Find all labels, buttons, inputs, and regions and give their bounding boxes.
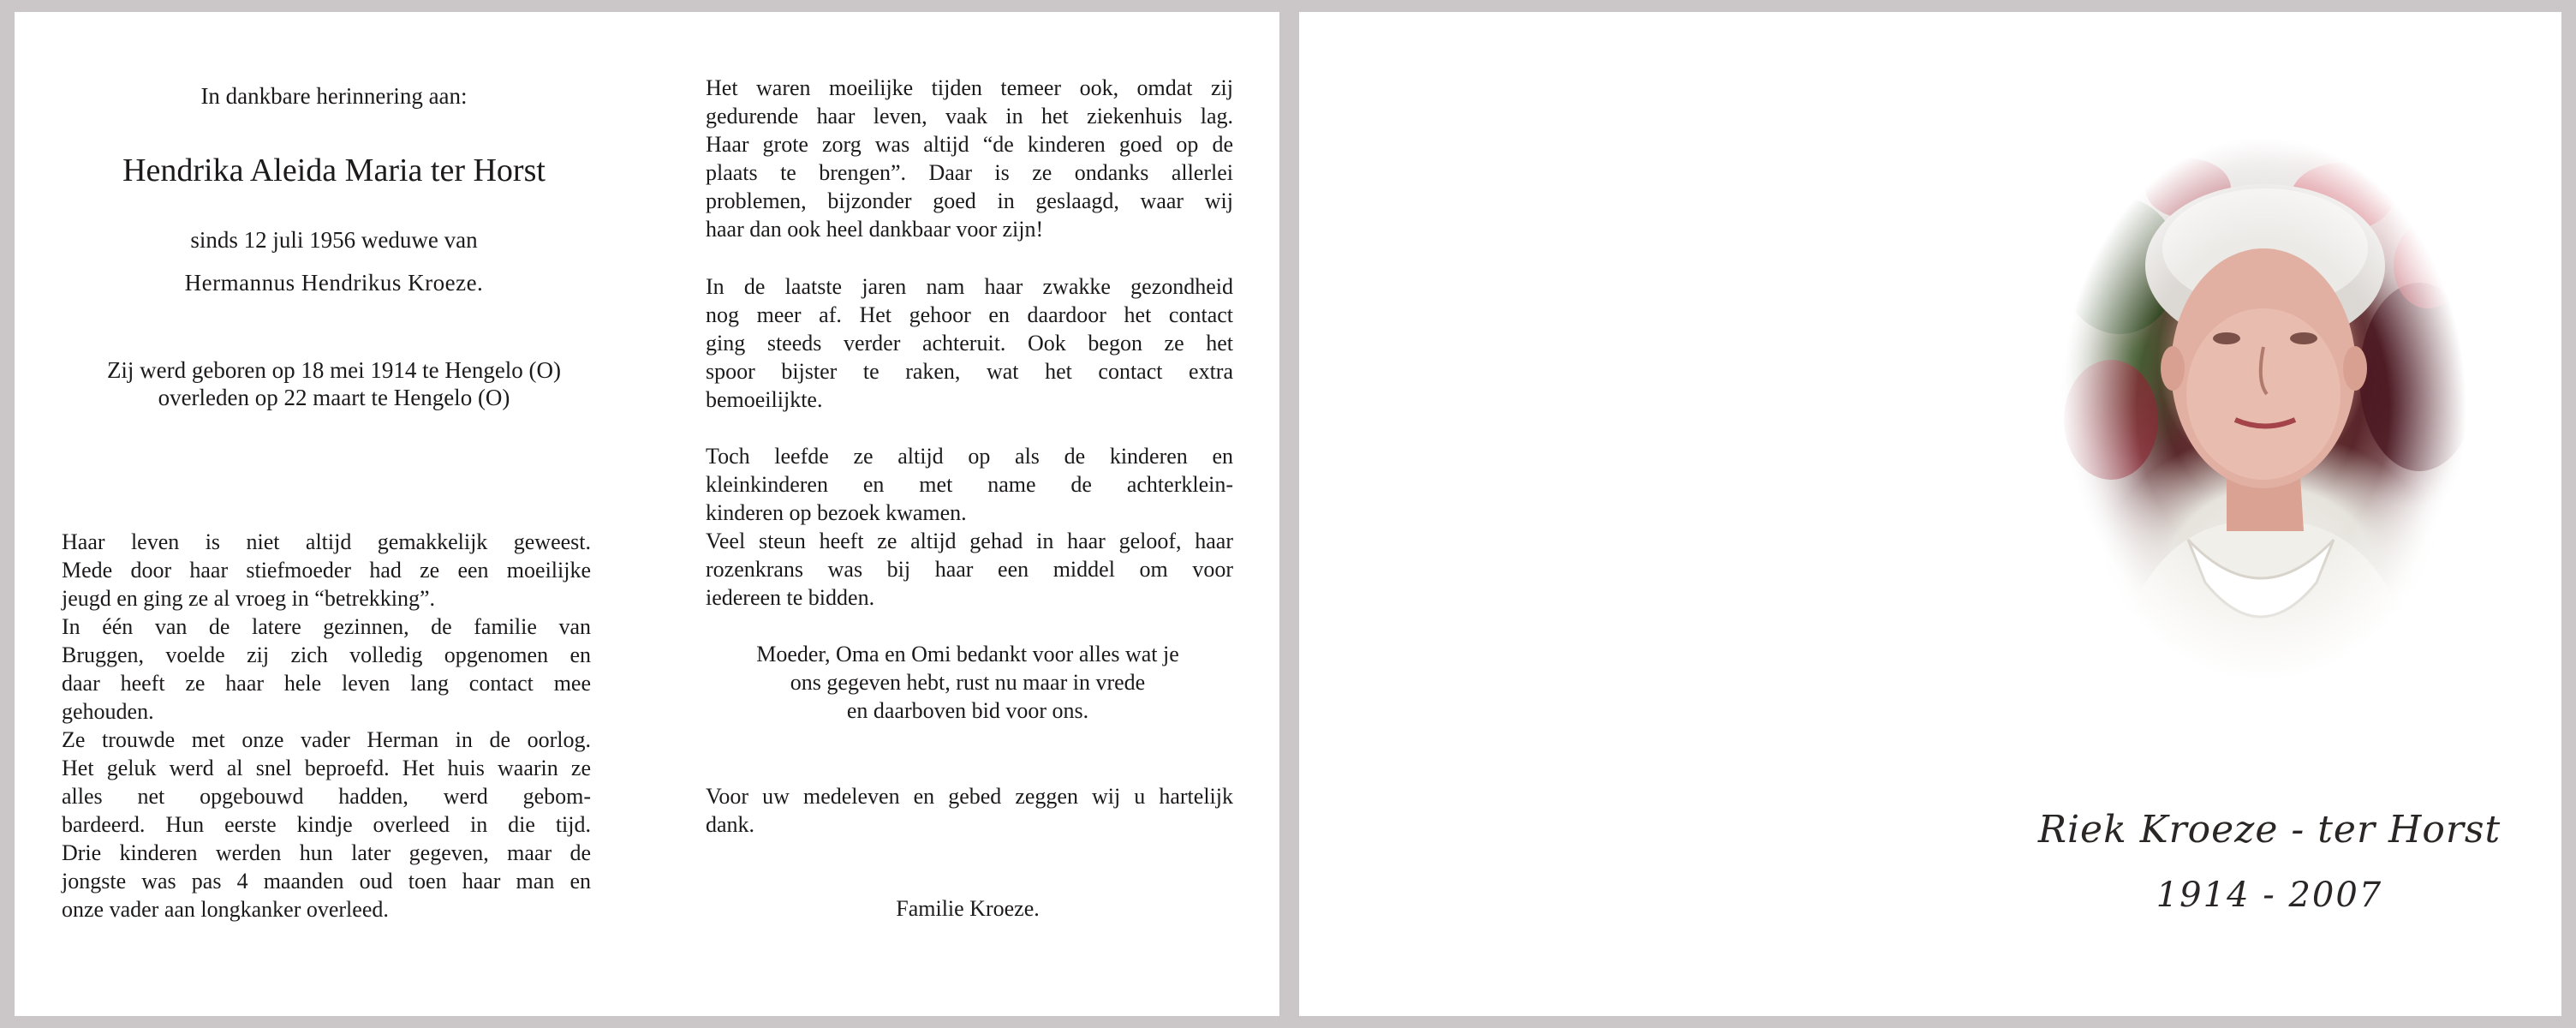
text-line: alles net opgebouwd hadden, werd gebom- bbox=[62, 784, 591, 809]
text-line: Voor uw medeleven en gebed zeggen wij u hartelijk bbox=[706, 784, 1233, 809]
text-line: In de laatste jaren nam haar zwakke gezondheid bbox=[706, 274, 1233, 299]
text-line: problemen, bijzonder goed in geslaagd, waar wij bbox=[706, 188, 1233, 213]
text-line: Bruggen, voelde zij zich volledig opgenomen en bbox=[62, 642, 591, 667]
text-line: onze vader aan longkanker overleed. bbox=[62, 897, 389, 922]
portrait-figure-drawing bbox=[2060, 137, 2466, 681]
text-line: Ze trouwde met onze vader Herman in de oorlog. bbox=[62, 727, 591, 752]
text-line: jongste was pas 4 maanden oud toen haar man en bbox=[62, 869, 591, 894]
text-line: spoor bijster te raken, wat het contact extra bbox=[706, 359, 1233, 384]
text-line: Het waren moeilijke tijden temeer ook, omdat zij bbox=[706, 75, 1233, 100]
text-line: Mede door haar stiefmoeder had ze een moeilijke bbox=[62, 558, 591, 583]
text-line: Haar grote zorg was altijd “de kinderen goed op de bbox=[706, 132, 1233, 157]
text-line: ging steeds verder achteruit. Ook begon ze het bbox=[706, 331, 1233, 356]
text-line: ons gegeven hebt, rust nu maar in vrede bbox=[790, 670, 1146, 695]
intro-text: In dankbare herinnering aan: bbox=[200, 83, 468, 109]
text-line: iedereen te bidden. bbox=[706, 585, 875, 610]
text-line: kinderen op bezoek kwamen. bbox=[706, 500, 967, 525]
text-line: Haar leven is niet altijd gemakkelijk geweest. bbox=[62, 529, 591, 554]
text-line: gedurende haar leven, vaak in het ziekenhuis lag. bbox=[706, 104, 1233, 128]
widow-text: sinds 12 juli 1956 weduwe van bbox=[190, 227, 478, 253]
text-line: Veel steun heeft ze altijd gehad in haar geloof, haar bbox=[706, 529, 1233, 553]
husband-name: Hermannus Hendrikus Kroeze. bbox=[184, 270, 484, 296]
signoff: Familie Kroeze. bbox=[896, 896, 1040, 921]
text-line: In één van de latere gezinnen, de familie van bbox=[62, 614, 591, 639]
text-line: plaats te brengen”. Daar is ze ondanks allerlei bbox=[706, 160, 1233, 185]
text-line: bemoeilijkte. bbox=[706, 387, 823, 412]
text-line: bardeerd. Hun eerste kindje overleed in die tijd. bbox=[62, 812, 591, 837]
text-line: jeugd en ging ze al vroeg in “betrekking”. bbox=[62, 586, 436, 611]
text-line: Toch leefde ze altijd op als de kinderen en bbox=[706, 444, 1233, 469]
death-text: overleden op 22 maart te Hengelo (O) bbox=[158, 385, 510, 410]
portrait-photo bbox=[2060, 137, 2466, 681]
text-line: daar heeft ze haar hele leven lang contact mee bbox=[62, 671, 591, 696]
birth-text: Zij werd geboren op 18 mei 1914 te Hengelo (O) bbox=[106, 357, 562, 383]
text-line: haar dan ook heel dankbaar voor zijn! bbox=[706, 217, 1044, 242]
text-line: kleinkinderen en met name de achterklein- bbox=[706, 472, 1233, 497]
text-line: dank. bbox=[706, 812, 755, 837]
text-line: rozenkrans was bij haar een middel om voor bbox=[706, 557, 1233, 582]
text-line: Drie kinderen werden hun later gegeven, maar de bbox=[62, 840, 591, 865]
text-line: nog meer af. Het gehoor en daardoor het contact bbox=[706, 302, 1233, 327]
text-line: gehouden. bbox=[62, 699, 154, 724]
signature-name: Riek Kroeze - ter Horst bbox=[2037, 808, 2501, 852]
signature-years: 1914 - 2007 bbox=[2156, 876, 2383, 915]
text-line: Moeder, Oma en Omi bedankt voor alles wat je bbox=[756, 642, 1179, 666]
deceased-name: Hendrika Aleida Maria ter Horst bbox=[122, 152, 546, 188]
text-line: Het geluk werd al snel beproefd. Het huis waarin ze bbox=[62, 756, 591, 780]
text-line: en daarboven bid voor ons. bbox=[846, 698, 1089, 723]
